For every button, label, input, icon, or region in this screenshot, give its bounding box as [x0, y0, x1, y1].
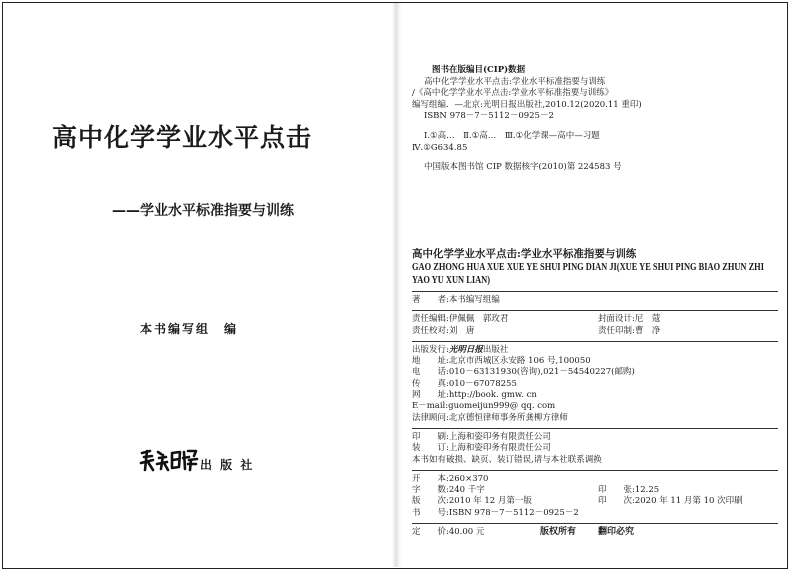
publisher-logo-text: 光明日报 — [448, 344, 483, 355]
cip-registration: 中国版本图书馆 CIP 数据核字(2010)第 224583 号 — [424, 162, 622, 173]
book-subtitle: ——学业水平标准指要与训练 — [112, 203, 294, 219]
printer: 印 刷:上海和姿印务有限责任公司 — [412, 431, 551, 442]
address: 地 址:北京市西城区永安路 106 号,100050 — [412, 356, 591, 367]
fax: 传 真:010－67078255 — [412, 378, 517, 389]
cover-design: 封面设计:尼 蔻 — [598, 314, 661, 325]
proofreader: 责任校对:刘 唐 — [412, 325, 475, 336]
colophon-pinyin: GAO ZHONG HUA XUE XUE YE SHUI PING DIAN JI(XUE YE SHUI PING BIAO ZHUN ZHI YAO YU XUN LIAN) — [412, 262, 764, 286]
cip-line: /《高中化学学业水平点击:学业水平标准指要与训练》 — [412, 88, 614, 99]
print-sheets: 印 张:12.25 — [598, 485, 660, 496]
impression: 印 次:2020 年 11 月第 10 次印刷 — [598, 496, 743, 507]
word-count: 字 数:240 千字 — [412, 485, 485, 496]
legal-counsel: 法律顾问:北京德恒律师事务所龚柳方律师 — [412, 412, 568, 423]
colophon-credits — [412, 291, 778, 306]
colophon-specs — [412, 470, 778, 519]
cip-isbn: ISBN 978－7－5112－0925－2 — [424, 111, 554, 122]
price: 定 价:40.00 元 — [412, 527, 485, 538]
author-row — [412, 295, 778, 306]
cip-line: 高中化学学业水平点击:学业水平标准指要与训练 — [424, 76, 606, 87]
colophon-publisher — [412, 341, 778, 424]
copyright-notice — [540, 524, 656, 537]
website: 网 址:http://book. gmw. cn — [412, 390, 537, 401]
binder: 装 订:上海和姿印务有限责任公司 — [412, 443, 551, 454]
cip-heading: 图书在版编目(CIP)数据 — [432, 65, 526, 75]
cip-record — [412, 65, 642, 174]
author-label: 著 者: — [412, 295, 449, 305]
defect-notice: 本书如有破损、缺页、装订错误,请与本社联系调换 — [412, 454, 602, 465]
cip-line: 编写组编．—北京:光明日报出版社,2010.12(2020.11 重印) — [412, 99, 642, 110]
printing-supervisor: 责任印制:曹 净 — [598, 325, 661, 336]
colophon — [412, 248, 778, 538]
colophon-printing — [412, 428, 778, 466]
rights-reserved: 版权所有 — [540, 527, 577, 537]
no-reprint: 翻印必究 — [598, 527, 635, 537]
cip-classification: Ⅰ.①高… Ⅱ.①高… Ⅲ.①化学课—高中—习题 — [424, 130, 600, 141]
book-title: 高中化学学业水平点击 — [52, 123, 313, 152]
colophon-title: 高中化学学业水平点击:学业水平标准指要与训练 — [412, 248, 637, 260]
publisher-calligraphy-logo — [139, 448, 199, 474]
author-credit: 本书编写组 编 — [140, 322, 239, 336]
phone: 电 话:010－63131930(咨询),021－54540227(邮购) — [412, 367, 635, 378]
author-value: 本书编写组编 — [448, 295, 500, 305]
book-spine-fold — [392, 3, 402, 567]
format: 开 本:260×370 — [412, 473, 489, 484]
publisher-name: 出 版 社 — [200, 458, 255, 472]
publisher-suffix: 出版社 — [482, 344, 509, 355]
editor: 责任编辑:伊佩佩 郭玫君 — [412, 314, 509, 325]
cip-classification-code: Ⅳ.①G634.85 — [412, 142, 468, 153]
colophon-staff — [412, 310, 778, 337]
publisher-row — [412, 345, 778, 356]
isbn: 书 号:ISBN 978－7－5112－0925－2 — [412, 507, 579, 518]
email: E－mail:guomeijun999@ qq. com — [412, 401, 556, 412]
edition: 版 次:2010 年 12 月第一版 — [412, 496, 532, 507]
publisher-label: 出版发行: — [412, 344, 449, 355]
